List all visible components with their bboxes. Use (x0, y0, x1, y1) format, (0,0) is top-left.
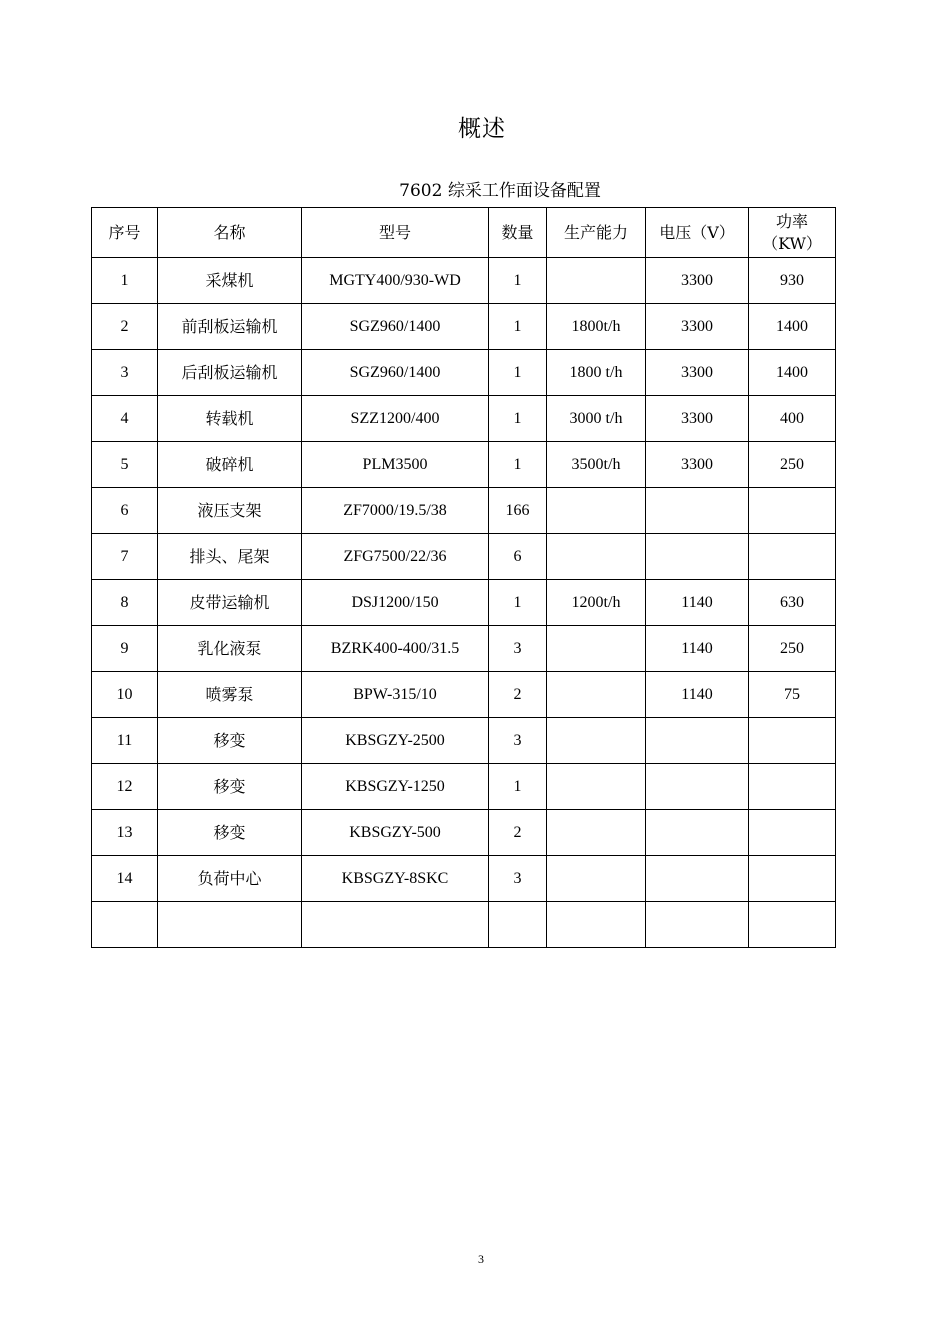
header-power (749, 208, 836, 258)
cell-capacity: 1200t/h (547, 580, 646, 626)
cell-power (749, 718, 836, 764)
cell-quantity: 2 (489, 810, 547, 856)
cell-model: BPW-315/10 (302, 672, 489, 718)
cell-name: 乳化液泵 (158, 626, 302, 672)
cell-quantity (489, 902, 547, 948)
cell-voltage: 3300 (646, 350, 749, 396)
cell-capacity (547, 672, 646, 718)
cell-name: 喷雾泵 (158, 672, 302, 718)
cell-voltage (646, 764, 749, 810)
cell-model: PLM3500 (302, 442, 489, 488)
table-row (92, 626, 836, 672)
cell-model: KBSGZY-500 (302, 810, 489, 856)
cell-voltage: 1140 (646, 580, 749, 626)
cell-name: 转载机 (158, 396, 302, 442)
table-row (92, 304, 836, 350)
cell-capacity (547, 718, 646, 764)
cell-index: 13 (92, 810, 158, 856)
cell-power (749, 902, 836, 948)
cell-model: MGTY400/930-WD (302, 258, 489, 304)
cell-name: 采煤机 (158, 258, 302, 304)
table-row (92, 350, 836, 396)
table-row (92, 258, 836, 304)
cell-power (749, 764, 836, 810)
cell-model (302, 902, 489, 948)
table-row (92, 396, 836, 442)
cell-index: 5 (92, 442, 158, 488)
cell-index: 10 (92, 672, 158, 718)
cell-name: 移变 (158, 810, 302, 856)
cell-name: 前刮板运输机 (158, 304, 302, 350)
cell-capacity: 1800t/h (547, 304, 646, 350)
cell-capacity (547, 626, 646, 672)
cell-model: ZF7000/19.5/38 (302, 488, 489, 534)
cell-index: 12 (92, 764, 158, 810)
cell-quantity: 166 (489, 488, 547, 534)
cell-voltage: 1140 (646, 626, 749, 672)
cell-name: 皮带运输机 (158, 580, 302, 626)
table-row (92, 488, 836, 534)
cell-name: 后刮板运输机 (158, 350, 302, 396)
cell-index: 7 (92, 534, 158, 580)
cell-name: 破碎机 (158, 442, 302, 488)
cell-voltage: 3300 (646, 304, 749, 350)
table-row (92, 442, 836, 488)
cell-power: 630 (749, 580, 836, 626)
cell-quantity: 3 (489, 856, 547, 902)
table-row (92, 534, 836, 580)
cell-power: 1400 (749, 350, 836, 396)
header-model: 型号 (302, 208, 489, 258)
cell-capacity (547, 764, 646, 810)
cell-voltage (646, 810, 749, 856)
cell-index: 8 (92, 580, 158, 626)
cell-index: 2 (92, 304, 158, 350)
cell-power: 930 (749, 258, 836, 304)
table-row (92, 718, 836, 764)
table-row (92, 764, 836, 810)
cell-quantity: 6 (489, 534, 547, 580)
cell-model: SGZ960/1400 (302, 304, 489, 350)
cell-index: 6 (92, 488, 158, 534)
cell-index: 14 (92, 856, 158, 902)
cell-model: KBSGZY-2500 (302, 718, 489, 764)
cell-quantity: 1 (489, 396, 547, 442)
cell-voltage: 1140 (646, 672, 749, 718)
cell-model: KBSGZY-8SKC (302, 856, 489, 902)
cell-index: 1 (92, 258, 158, 304)
cell-capacity (547, 856, 646, 902)
cell-quantity: 3 (489, 718, 547, 764)
cell-quantity: 1 (489, 580, 547, 626)
cell-quantity: 1 (489, 442, 547, 488)
page-title: 概述 (458, 116, 506, 142)
cell-quantity: 1 (489, 350, 547, 396)
cell-name: 负荷中心 (158, 856, 302, 902)
cell-capacity (547, 488, 646, 534)
cell-quantity: 2 (489, 672, 547, 718)
cell-index: 11 (92, 718, 158, 764)
cell-index: 4 (92, 396, 158, 442)
header-voltage: 电压（V） (646, 208, 749, 258)
header-power-line1: 功率 (775, 211, 808, 231)
cell-power: 1400 (749, 304, 836, 350)
table-row (92, 902, 836, 948)
cell-capacity: 3500t/h (547, 442, 646, 488)
cell-capacity (547, 810, 646, 856)
cell-voltage: 3300 (646, 396, 749, 442)
page-number: 3 (478, 1252, 484, 1266)
cell-voltage (646, 488, 749, 534)
cell-voltage (646, 534, 749, 580)
equipment-table (91, 207, 836, 948)
header-quantity: 数量 (489, 208, 547, 258)
cell-quantity: 3 (489, 626, 547, 672)
cell-capacity (547, 902, 646, 948)
table-caption: 7602 综采工作面设备配置 (399, 181, 601, 201)
cell-capacity (547, 258, 646, 304)
cell-capacity: 1800 t/h (547, 350, 646, 396)
cell-capacity (547, 534, 646, 580)
table-row (92, 856, 836, 902)
cell-power (749, 810, 836, 856)
cell-name: 移变 (158, 718, 302, 764)
cell-name: 排头、尾架 (158, 534, 302, 580)
header-name: 名称 (158, 208, 302, 258)
cell-quantity: 1 (489, 258, 547, 304)
table-row (92, 810, 836, 856)
cell-index (92, 902, 158, 948)
cell-model: SGZ960/1400 (302, 350, 489, 396)
cell-voltage (646, 902, 749, 948)
table-header-row (92, 208, 836, 258)
cell-capacity: 3000 t/h (547, 396, 646, 442)
header-power-line2: （KW） (762, 233, 822, 253)
header-capacity: 生产能力 (547, 208, 646, 258)
cell-model: ZFG7500/22/36 (302, 534, 489, 580)
cell-name (158, 902, 302, 948)
cell-quantity: 1 (489, 764, 547, 810)
cell-power (749, 488, 836, 534)
cell-model: SZZ1200/400 (302, 396, 489, 442)
cell-name: 移变 (158, 764, 302, 810)
cell-voltage: 3300 (646, 258, 749, 304)
cell-power: 400 (749, 396, 836, 442)
cell-name: 液压支架 (158, 488, 302, 534)
cell-quantity: 1 (489, 304, 547, 350)
cell-index: 9 (92, 626, 158, 672)
cell-power: 75 (749, 672, 836, 718)
cell-model: DSJ1200/150 (302, 580, 489, 626)
cell-voltage: 3300 (646, 442, 749, 488)
cell-index: 3 (92, 350, 158, 396)
table-row (92, 672, 836, 718)
cell-model: BZRK400-400/31.5 (302, 626, 489, 672)
header-index: 序号 (92, 208, 158, 258)
cell-power: 250 (749, 442, 836, 488)
cell-model: KBSGZY-1250 (302, 764, 489, 810)
cell-power (749, 856, 836, 902)
cell-voltage (646, 718, 749, 764)
cell-voltage (646, 856, 749, 902)
cell-power: 250 (749, 626, 836, 672)
table-row (92, 580, 836, 626)
cell-power (749, 534, 836, 580)
